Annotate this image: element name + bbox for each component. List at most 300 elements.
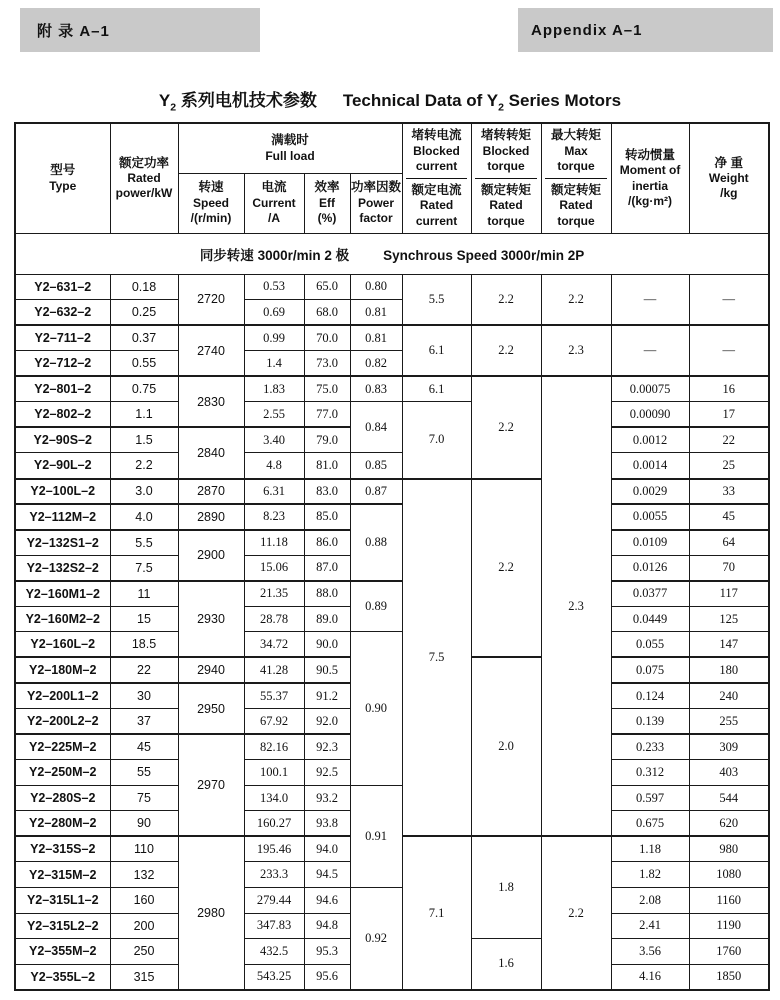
cell-pf: 0.88 (350, 504, 402, 581)
header-line: Current (252, 195, 296, 210)
cell-eff: 93.2 (304, 785, 350, 811)
cell-inertia: — (611, 274, 689, 325)
cell-current: 8.23 (244, 504, 304, 530)
cell-weight: — (689, 274, 769, 325)
cell-eff: 68.0 (304, 300, 350, 326)
cell-power: 90 (110, 811, 178, 837)
cell-bc: 7.1 (402, 836, 471, 989)
cell-current: 432.5 (244, 939, 304, 965)
cell-current: 34.72 (244, 632, 304, 658)
cell-inertia: 2.41 (611, 913, 689, 939)
cell-type: Y2–160M1–2 (15, 581, 110, 607)
cell-pf: 0.80 (350, 274, 402, 300)
cell-pf: 0.91 (350, 785, 402, 887)
cell-inertia: 0.0029 (611, 479, 689, 505)
cell-eff: 90.5 (304, 657, 350, 683)
cell-speed: 2720 (178, 274, 244, 325)
cell-power: 315 (110, 964, 178, 990)
cell-type: Y2–355M–2 (15, 939, 110, 965)
cell-type: Y2–631–2 (15, 274, 110, 300)
cell-inertia: 0.00090 (611, 402, 689, 428)
header-line: 堵转电流 (411, 128, 462, 143)
header-line: Rated (489, 198, 523, 212)
cell-pf: 0.90 (350, 632, 402, 785)
title-en-y: Y (486, 91, 499, 110)
cell-pf: 0.89 (350, 581, 402, 632)
table-row (15, 453, 769, 479)
cell-weight: 147 (689, 632, 769, 658)
cell-bc: 7.5 (402, 479, 471, 837)
cell-current: 100.1 (244, 760, 304, 786)
cell-power: 0.25 (110, 300, 178, 326)
table-row (15, 376, 769, 402)
appendix-label-zh (20, 8, 260, 52)
cell-eff: 91.2 (304, 683, 350, 709)
cell-power: 18.5 (110, 632, 178, 658)
cell-bt: 2.2 (471, 479, 541, 658)
cell-current: 1.83 (244, 376, 304, 402)
cell-type: Y2–280S–2 (15, 785, 110, 811)
cell-type: Y2–250M–2 (15, 760, 110, 786)
cell-bt: 2.2 (471, 376, 541, 478)
header-line: 额定功率 (118, 155, 169, 170)
cell-type: Y2–801–2 (15, 376, 110, 402)
cell-weight: 125 (689, 606, 769, 632)
cell-eff: 73.0 (304, 351, 350, 377)
header-line: 转速 (198, 180, 224, 195)
cell-inertia: 0.597 (611, 785, 689, 811)
cell-type: Y2–180M–2 (15, 657, 110, 683)
header-line: (%) (317, 211, 337, 226)
header-line: 额定转矩 (481, 182, 532, 197)
header-line: torque (557, 159, 595, 174)
cell-eff: 87.0 (304, 555, 350, 581)
cell-power: 75 (110, 785, 178, 811)
header-line: 转动惯量 (625, 147, 676, 162)
cell-current: 195.46 (244, 836, 304, 862)
header-line: 型号 (50, 163, 76, 178)
table-row (15, 504, 769, 530)
cell-weight: 1160 (689, 888, 769, 914)
header-line: Full load (265, 148, 315, 163)
cell-type: Y2–315L2–2 (15, 913, 110, 939)
cell-type: Y2–280M–2 (15, 811, 110, 837)
cell-power: 200 (110, 913, 178, 939)
cell-power: 0.37 (110, 325, 178, 351)
cell-eff: 95.3 (304, 939, 350, 965)
cell-pf: 0.83 (350, 376, 402, 402)
header-line: Speed (192, 195, 229, 210)
cell-weight: — (689, 325, 769, 376)
header-line: Type (49, 178, 77, 193)
cell-eff: 92.3 (304, 734, 350, 760)
header-line: Max (564, 143, 588, 158)
table-row (15, 479, 769, 505)
section-title-zh: 同步转速 3000r/min 2 极 (199, 247, 350, 263)
cell-pf: 0.85 (350, 453, 402, 479)
cell-inertia: 0.0012 (611, 427, 689, 453)
cell-type: Y2–711–2 (15, 325, 110, 351)
header-line: inertia (632, 178, 669, 193)
cell-speed: 2870 (178, 479, 244, 505)
cell-current: 233.3 (244, 862, 304, 888)
header-line: Weight (708, 170, 749, 185)
cell-eff: 81.0 (304, 453, 350, 479)
cell-power: 110 (110, 836, 178, 862)
cell-power: 0.18 (110, 274, 178, 300)
cell-inertia: 0.0109 (611, 530, 689, 556)
cell-eff: 94.8 (304, 913, 350, 939)
ratio-denominator (406, 178, 467, 229)
cell-bt: 1.6 (471, 939, 541, 990)
cell-bt: 1.8 (471, 836, 541, 938)
cell-power: 15 (110, 606, 178, 632)
cell-current: 543.25 (244, 964, 304, 990)
section-row (15, 233, 769, 274)
table-row (15, 785, 769, 811)
cell-inertia: 0.0126 (611, 555, 689, 581)
ratio-fraction (542, 127, 611, 229)
cell-power: 11 (110, 581, 178, 607)
cell-eff: 75.0 (304, 376, 350, 402)
cell-type: Y2–802–2 (15, 402, 110, 428)
cell-pf: 0.81 (350, 325, 402, 351)
cell-weight: 240 (689, 683, 769, 709)
cell-inertia: 0.675 (611, 811, 689, 837)
cell-weight: 403 (689, 760, 769, 786)
cell-pf: 0.81 (350, 300, 402, 326)
cell-inertia: 3.56 (611, 939, 689, 965)
cell-eff: 89.0 (304, 606, 350, 632)
col-header-moment-of-inertia (611, 123, 689, 233)
col-header-eff (304, 173, 350, 233)
cell-current: 3.40 (244, 427, 304, 453)
cell-weight: 255 (689, 709, 769, 735)
appendix-label-en (518, 8, 773, 52)
cell-type: Y2–355L–2 (15, 964, 110, 990)
cell-power: 5.5 (110, 530, 178, 556)
cell-speed: 2940 (178, 657, 244, 683)
cell-inertia: 0.0014 (611, 453, 689, 479)
cell-bc: 7.0 (402, 402, 471, 479)
cell-speed: 2970 (178, 734, 244, 836)
table-body (15, 233, 769, 990)
header-line: torque (557, 213, 595, 228)
cell-power: 7.5 (110, 555, 178, 581)
header-line: Moment of (619, 162, 681, 177)
cell-weight: 117 (689, 581, 769, 607)
header-line: Blocked (482, 143, 530, 158)
cell-inertia: 0.0055 (611, 504, 689, 530)
cell-eff: 65.0 (304, 274, 350, 300)
cell-inertia: 0.055 (611, 632, 689, 658)
cell-weight: 620 (689, 811, 769, 837)
cell-speed: 2830 (178, 376, 244, 427)
title-zh-y: Y (158, 91, 171, 110)
cell-bc: 5.5 (402, 274, 471, 325)
cell-eff: 94.6 (304, 888, 350, 914)
table-row (15, 581, 769, 607)
cell-inertia: 1.82 (611, 862, 689, 888)
cell-pf: 0.92 (350, 888, 402, 990)
ratio-numerator (412, 127, 462, 174)
header-line: 净 重 (714, 155, 744, 170)
cell-type: Y2–315L1–2 (15, 888, 110, 914)
cell-power: 132 (110, 862, 178, 888)
motor-data-table (14, 122, 770, 991)
cell-current: 4.8 (244, 453, 304, 479)
cell-type: Y2–225M–2 (15, 734, 110, 760)
cell-speed: 2900 (178, 530, 244, 581)
header-line: 最大转矩 (551, 128, 602, 143)
cell-power: 4.0 (110, 504, 178, 530)
title-zh-sub: 2 (170, 101, 177, 114)
table-row (15, 274, 769, 300)
cell-type: Y2–90S–2 (15, 427, 110, 453)
header-line: Rated (127, 170, 161, 185)
cell-current: 134.0 (244, 785, 304, 811)
cell-weight: 33 (689, 479, 769, 505)
ratio-numerator (551, 127, 601, 174)
cell-current: 28.78 (244, 606, 304, 632)
cell-inertia: 2.08 (611, 888, 689, 914)
cell-power: 160 (110, 888, 178, 914)
cell-weight: 1080 (689, 862, 769, 888)
cell-current: 41.28 (244, 657, 304, 683)
cell-eff: 79.0 (304, 427, 350, 453)
header-line: 满载时 (271, 133, 309, 148)
header-line: /kg (720, 186, 738, 201)
header-line: power/kW (115, 186, 173, 201)
cell-pf: 0.87 (350, 479, 402, 505)
cell-speed: 2840 (178, 427, 244, 478)
header-line: /A (268, 211, 280, 226)
cell-power: 0.75 (110, 376, 178, 402)
title-zh-text: 系列电机技术参数 (176, 91, 317, 110)
cell-inertia: 0.124 (611, 683, 689, 709)
cell-mt: 2.3 (541, 325, 611, 376)
cell-power: 250 (110, 939, 178, 965)
cell-eff: 83.0 (304, 479, 350, 505)
cell-bt: 2.0 (471, 657, 541, 836)
header-line: Blocked (413, 143, 460, 158)
cell-power: 37 (110, 709, 178, 735)
header-line: 功率因数 (351, 180, 402, 195)
cell-power: 0.55 (110, 351, 178, 377)
cell-current: 0.99 (244, 325, 304, 351)
cell-power: 3.0 (110, 479, 178, 505)
cell-weight: 544 (689, 785, 769, 811)
cell-weight: 16 (689, 376, 769, 402)
col-header-rated-power (110, 123, 178, 233)
header-line: torque (487, 159, 525, 174)
col-header-power-factor (350, 173, 402, 233)
cell-weight: 45 (689, 504, 769, 530)
cell-speed: 2950 (178, 683, 244, 734)
cell-power: 2.2 (110, 453, 178, 479)
cell-bc: 6.1 (402, 376, 471, 402)
cell-eff: 93.8 (304, 811, 350, 837)
cell-inertia: 0.312 (611, 760, 689, 786)
header-line: factor (359, 211, 393, 226)
cell-inertia: 0.075 (611, 657, 689, 683)
cell-weight: 309 (689, 734, 769, 760)
title-en-pre: Technical Data of (342, 91, 487, 110)
col-header-speed (178, 173, 244, 233)
header-line: torque (487, 213, 525, 228)
cell-current: 67.92 (244, 709, 304, 735)
cell-weight: 980 (689, 836, 769, 862)
cell-eff: 92.0 (304, 709, 350, 735)
cell-speed: 2890 (178, 504, 244, 530)
cell-weight: 1190 (689, 913, 769, 939)
cell-type: Y2–132S2–2 (15, 555, 110, 581)
cell-current: 1.4 (244, 351, 304, 377)
cell-type: Y2–315S–2 (15, 836, 110, 862)
cell-current: 0.69 (244, 300, 304, 326)
cell-mt: 2.2 (541, 836, 611, 989)
col-header-blocked-current-ratio (402, 123, 471, 233)
header-line: 电流 (261, 180, 287, 195)
cell-current: 82.16 (244, 734, 304, 760)
cell-inertia: 0.233 (611, 734, 689, 760)
cell-power: 1.5 (110, 427, 178, 453)
header-line: current (415, 159, 458, 174)
title-en-sub: 2 (498, 101, 504, 114)
cell-type: Y2–632–2 (15, 300, 110, 326)
header-line: Rated (419, 198, 454, 212)
table-row (15, 632, 769, 658)
section-title-en: Synchrous Speed 3000r/min 2P (383, 247, 585, 263)
cell-type: Y2–112M–2 (15, 504, 110, 530)
cell-bc: 6.1 (402, 325, 471, 376)
cell-type: Y2–132S1–2 (15, 530, 110, 556)
cell-mt: 2.2 (541, 274, 611, 325)
table-row (15, 402, 769, 428)
col-header-current (244, 173, 304, 233)
cell-inertia: 0.139 (611, 709, 689, 735)
header-line: /(r/min) (190, 211, 232, 226)
cell-weight: 64 (689, 530, 769, 556)
table-row (15, 325, 769, 351)
ratio-denominator (475, 178, 537, 229)
cell-weight: 17 (689, 402, 769, 428)
cell-eff: 85.0 (304, 504, 350, 530)
cell-weight: 1850 (689, 964, 769, 990)
cell-weight: 1760 (689, 939, 769, 965)
cell-eff: 88.0 (304, 581, 350, 607)
cell-pf: 0.82 (350, 351, 402, 377)
appendix-label-en-text: Appendix A–1 (531, 21, 643, 39)
cell-type: Y2–90L–2 (15, 453, 110, 479)
cell-power: 55 (110, 760, 178, 786)
ratio-fraction (403, 127, 471, 229)
cell-eff: 90.0 (304, 632, 350, 658)
header-line: current (415, 213, 458, 228)
cell-pf: 0.84 (350, 402, 402, 453)
ratio-denominator (545, 178, 607, 229)
col-header-type (15, 123, 110, 233)
header-line: 效率 (314, 180, 340, 195)
cell-power: 45 (110, 734, 178, 760)
cell-current: 0.53 (244, 274, 304, 300)
cell-eff: 92.5 (304, 760, 350, 786)
header-line: Power (358, 195, 395, 210)
cell-bt: 2.2 (471, 325, 541, 376)
page-title (0, 86, 780, 113)
cell-type: Y2–315M–2 (15, 862, 110, 888)
header-line: Eff (319, 195, 335, 210)
cell-speed: 2740 (178, 325, 244, 376)
cell-speed: 2930 (178, 581, 244, 658)
cell-weight: 25 (689, 453, 769, 479)
cell-current: 55.37 (244, 683, 304, 709)
header-line: 堵转转矩 (481, 128, 532, 143)
cell-inertia: 0.0377 (611, 581, 689, 607)
cell-speed: 2980 (178, 836, 244, 989)
cell-eff: 86.0 (304, 530, 350, 556)
ratio-numerator (481, 127, 531, 174)
cell-power: 22 (110, 657, 178, 683)
title-en-post: Series Motors (503, 91, 622, 110)
cell-bt: 2.2 (471, 274, 541, 325)
cell-weight: 180 (689, 657, 769, 683)
section-cell (15, 233, 769, 274)
cell-current: 21.35 (244, 581, 304, 607)
cell-inertia: 4.16 (611, 964, 689, 990)
ratio-fraction (472, 127, 541, 229)
header-line: 额定转矩 (551, 182, 602, 197)
cell-power: 1.1 (110, 402, 178, 428)
cell-type: Y2–100L–2 (15, 479, 110, 505)
cell-current: 160.27 (244, 811, 304, 837)
col-header-full-load (178, 123, 402, 173)
cell-inertia: — (611, 325, 689, 376)
cell-inertia: 0.0449 (611, 606, 689, 632)
appendix-label-zh-text: 附 录 A–1 (37, 22, 110, 40)
cell-eff: 94.0 (304, 836, 350, 862)
col-header-weight (689, 123, 769, 233)
col-header-max-torque-ratio (541, 123, 611, 233)
header-line: Rated (559, 198, 593, 212)
cell-type: Y2–160L–2 (15, 632, 110, 658)
cell-current: 6.31 (244, 479, 304, 505)
cell-eff: 77.0 (304, 402, 350, 428)
cell-mt: 2.3 (541, 376, 611, 836)
col-header-blocked-torque-ratio (471, 123, 541, 233)
cell-power: 30 (110, 683, 178, 709)
cell-current: 2.55 (244, 402, 304, 428)
cell-current: 11.18 (244, 530, 304, 556)
header-line: /(kg·m²) (628, 194, 673, 209)
cell-eff: 94.5 (304, 862, 350, 888)
cell-inertia: 1.18 (611, 836, 689, 862)
table-row (15, 888, 769, 914)
cell-inertia: 0.00075 (611, 376, 689, 402)
cell-weight: 70 (689, 555, 769, 581)
cell-current: 15.06 (244, 555, 304, 581)
cell-type: Y2–160M2–2 (15, 606, 110, 632)
cell-eff: 95.6 (304, 964, 350, 990)
header-row-1 (15, 123, 769, 173)
header-line: 额定电流 (411, 182, 462, 197)
cell-current: 347.83 (244, 913, 304, 939)
cell-type: Y2–712–2 (15, 351, 110, 377)
cell-type: Y2–200L1–2 (15, 683, 110, 709)
cell-current: 279.44 (244, 888, 304, 914)
cell-weight: 22 (689, 427, 769, 453)
cell-eff: 70.0 (304, 325, 350, 351)
